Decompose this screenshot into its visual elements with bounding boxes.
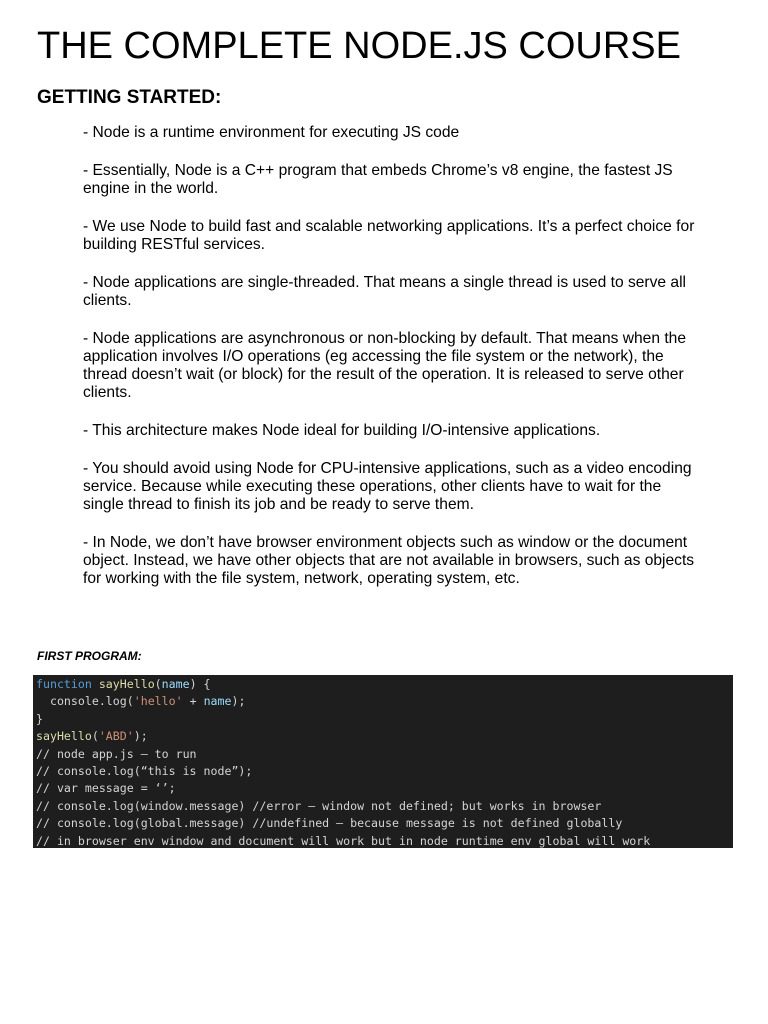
code-line	[36, 728, 733, 745]
code-comment-line: // console.log(“this is node”);	[36, 764, 253, 779]
code-function-name: sayHello	[98, 677, 155, 691]
code-function-name: sayHello	[36, 729, 92, 744]
code-punctuation: }	[36, 711, 43, 726]
code-comment-line: // node app.js – to run	[36, 746, 197, 761]
code-parameter: name	[203, 694, 232, 709]
bullet-item: - Node is a runtime environment for executing JS code	[83, 124, 460, 141]
code-call: console.log(	[49, 694, 134, 709]
code-comment-line: // in browser env window and document will work but in node runtime env global will work	[36, 833, 651, 848]
bullet-item: - Node applications are asynchronous or non-blocking by default. That means when the application involves I/O operations (eg accessing the file system or the network), the thread doesn’t wait (or block) for the result of the operation. It is released to serve other clients.	[83, 330, 687, 401]
code-comment-line: // var message = ‘’;	[36, 781, 176, 796]
code-punctuation: );	[231, 694, 246, 709]
code-line	[36, 676, 733, 693]
code-line	[36, 693, 733, 710]
document-title: THE COMPLETE NODE.JS COURSE	[37, 25, 681, 67]
code-punctuation: );	[133, 729, 148, 744]
bullet-item: - In Node, we don’t have browser environment objects such as window or the document object. Instead, we have other objects that are not available in browsers, such as objects for working with the file system, network, operating system, etc.	[83, 534, 695, 587]
code-comment-line: // console.log(window.message) //error – window not defined; but works in browser	[36, 798, 602, 813]
code-line	[36, 711, 733, 728]
section-heading-getting-started: GETTING STARTED:	[37, 87, 222, 108]
bullet-item: - This architecture makes Node ideal for building I/O-intensive applications.	[83, 422, 601, 439]
bullet-item: - Node applications are single-threaded. That means a single thread is used to serve all clients.	[83, 274, 687, 309]
code-keyword: function	[36, 677, 92, 691]
section-heading-first-program: FIRST PROGRAM:	[37, 649, 142, 663]
bullet-item: - Essentially, Node is a C++ program that embeds Chrome’s v8 engine, the fastest JS engine in the world.	[83, 162, 673, 197]
code-comment-line: // console.log(global.message) //undefined – because message is not defined globally	[36, 816, 623, 831]
code-parameter: name	[161, 677, 190, 691]
bullet-item: - You should avoid using Node for CPU-intensive applications, such as a video encoding service. Because while executing these operations, other clients have to wait for the single thread to finish its job and be ready to serve them.	[83, 460, 692, 513]
code-operator: +	[182, 694, 204, 709]
code-string: 'ABD'	[98, 729, 134, 744]
bullet-list	[83, 124, 703, 608]
code-indent	[36, 694, 50, 708]
code-punctuation: ) {	[189, 677, 211, 691]
code-block	[33, 675, 733, 848]
bullet-item: - We use Node to build fast and scalable networking applications. It’s a perfect choice for building RESTful services.	[83, 218, 695, 253]
code-punctuation: (	[91, 729, 99, 744]
code-punctuation: (	[154, 677, 162, 691]
code-string: 'hello'	[133, 694, 183, 709]
